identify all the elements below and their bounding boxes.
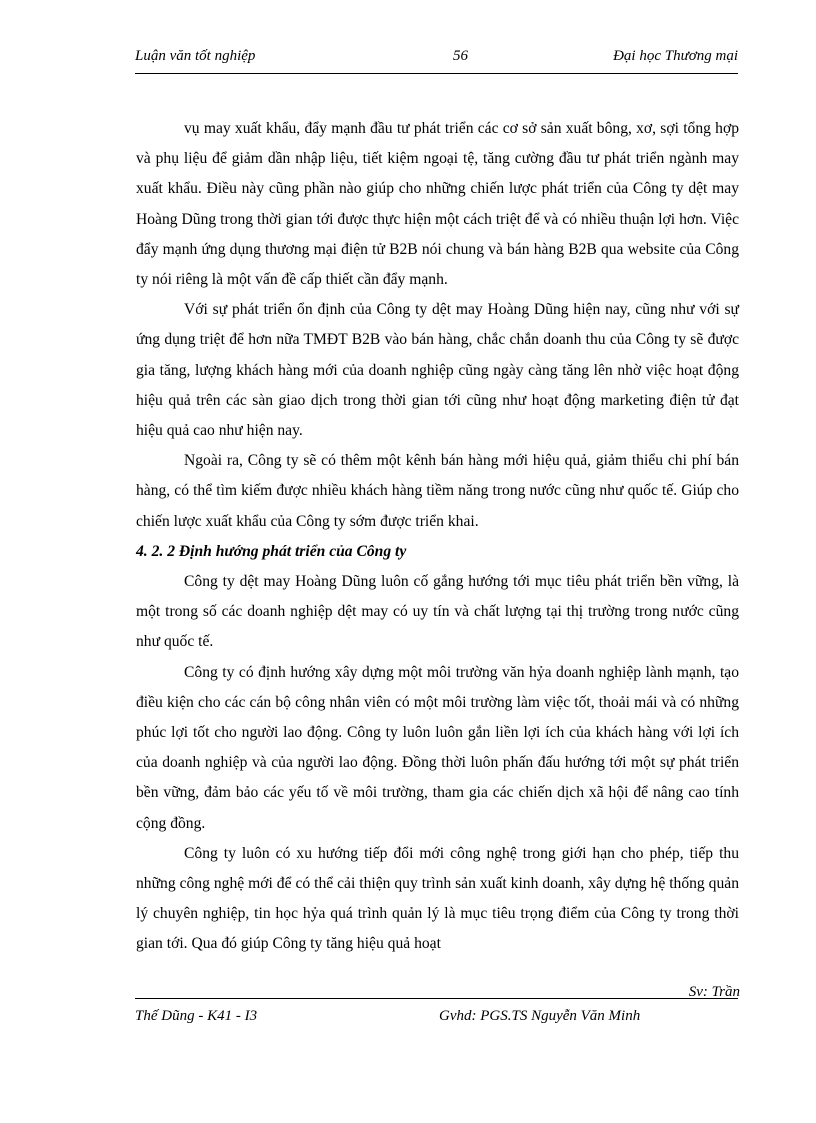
footer-student-label: Sv: Trần (688, 984, 740, 1000)
paragraph-1: vụ may xuất khẩu, đẩy mạnh đầu tư phát triển các cơ sở sản xuất bông, xơ, sợi tổng hợp và phụ liệu để giảm dần nhập liệu, tiết kiệm ngoại tệ, tăng cường đầu tư phát triển ngành may xuất khẩu. Điều này cũng phần nào giúp cho những chiến lược phát triển của Công ty dệt may Hoàng Dũng trong thời gian tới được thực hiện một cách triệt để và có nhiều thuận lợi hơn. Việc đẩy mạnh ứng dụng thương mại điện tử B2B nói chung và bán hàng B2B qua website của Công ty nói riêng là một vấn đề cấp thiết cần đẩy mạnh. (136, 120, 739, 289)
page-number: 56 (453, 48, 468, 64)
footer-divider (135, 998, 738, 999)
paragraph-4: Công ty dệt may Hoàng Dũng luôn cố gắng hướng tới mục tiêu phát triển bền vững, là một trong số các doanh nghiệp dệt may có uy tín và chất lượng tại thị trường trong nước cũng như quốc tế. (136, 573, 739, 651)
document-body (136, 114, 739, 960)
header-divider (135, 73, 738, 74)
paragraph-6: Công ty luôn có xu hướng tiếp đổi mới công nghệ trong giới hạn cho phép, tiếp thu những công nghệ mới để có thể cải thiện quy trình sản xuất kinh doanh, xây dựng hệ thống quản lý chuyên nghiệp, tin học hỷa quá trình quản lý là mục tiêu trọng điểm của Công ty trong thời gian tới. Qua đó giúp Công ty tăng hiệu quả hoạt (136, 844, 739, 953)
page-header (135, 46, 738, 70)
page-footer (135, 1006, 738, 1030)
paragraph-5: Công ty có định hướng xây dựng một môi trường văn hỷa doanh nghiệp lành mạnh, tạo điều kiện cho các cán bộ công nhân viên có một môi trường làm việc tốt, thoải mái và có những phúc lợi tốt cho người lao động. Công ty luôn luôn gắn liền lợi ích của khách hàng với lợi ích của doanh nghiệp và của người lao động. Đồng thời luôn phấn đấu hướng tới một sự phát triển bền vững, đảm bảo các yếu tố về môi trường, tham gia các chiến dịch xã hội để nâng cao tính cộng đồng. (136, 663, 739, 832)
footer-student-name: Thế Dũng - K41 - I3 (135, 1008, 258, 1024)
header-university: Đại học Thương mại (613, 48, 738, 64)
paragraph-3: Ngoài ra, Công ty sẽ có thêm một kênh bán hàng mới hiệu quả, giảm thiểu chi phí bán hàng, có thể tìm kiếm được nhiều khách hàng tiềm năng trong nước cũng như quốc tế. Giúp cho chiến lược xuất khẩu của Công ty sớm được triển khai. (136, 452, 739, 530)
paragraph-2: Với sự phát triển ổn định của Công ty dệt may Hoàng Dũng hiện nay, cũng như với sự ứng dụng triệt để hơn nữa TMĐT B2B vào bán hàng, chắc chắn doanh thu của Công ty sẽ được gia tăng, lượng khách hàng mới của doanh nghiệp cũng ngày càng tăng lên nhờ việc hoạt động hiệu quả trên các sàn giao dịch trong thời gian tới cũng như hoạt động marketing điện tử đạt hiệu quả cao như hiện nay. (136, 301, 739, 440)
section-heading: 4. 2. 2 Định hướng phát triển của Công ty (136, 542, 407, 560)
header-thesis-label: Luận văn tốt nghiệp (135, 48, 256, 64)
footer-supervisor: Gvhd: PGS.TS Nguyễn Văn Minh (439, 1008, 641, 1024)
